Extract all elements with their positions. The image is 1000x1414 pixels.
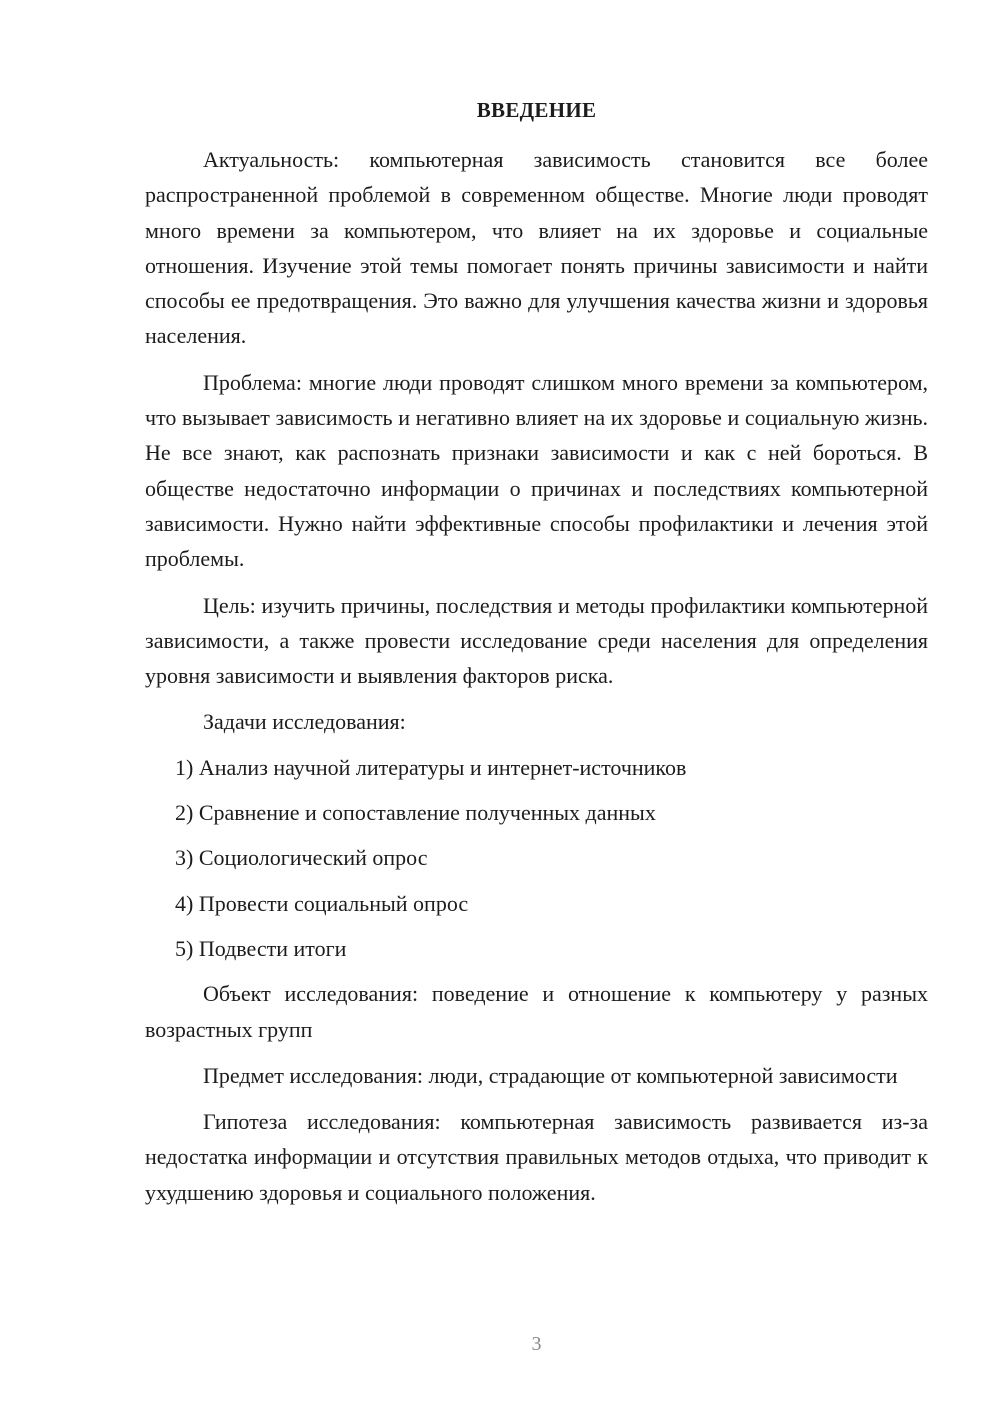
task-item: 1) Анализ научной литературы и интернет-источников xyxy=(175,754,687,780)
task-item: 2) Сравнение и сопоставление полученных данных xyxy=(175,800,656,826)
object-paragraph: Объект исследования: поведение и отношение к компьютеру у разных возрастных групп xyxy=(145,981,928,1042)
subject-paragraph: Предмет исследования: люди, страдающие от компьютерной зависимости xyxy=(203,1062,898,1088)
relevance-paragraph: Актуальность: компьютерная зависимость становится все более распространенной проблемой в современном обществе. Многие люди проводят много времени за компьютером, что влияет на их здоровье и социальные отношения. Изучение этой темы помогает понять причины зависимости и найти способы ее предотвращения. Это важно для улучшения качества жизни и здоровья населения. xyxy=(145,147,928,349)
document-body xyxy=(145,142,928,1221)
task-item: 3) Социологический опрос xyxy=(175,845,428,871)
tasks-heading: Задачи исследования: xyxy=(203,709,406,735)
document-page xyxy=(145,0,928,1414)
goal-paragraph: Цель: изучить причины, последствия и методы профилактики компьютерной зависимости, а также провести исследование среди населения для определения уровня зависимости и выявления факторов риска. xyxy=(145,592,928,689)
page-number: 3 xyxy=(531,1333,542,1355)
task-item: 4) Провести социальный опрос xyxy=(175,890,469,916)
page-title: ВВЕДЕНИЕ xyxy=(476,98,597,122)
problem-paragraph: Проблема: многие люди проводят слишком много времени за компьютером, что вызывает зависимость и негативно влияет на их здоровье и социальную жизнь. Не все знают, как распознать признаки зависимости и как с ней бороться. В обществе недостаточно информации о причинах и последствиях компьютерной зависимости. Нужно найти эффективные способы профилактики и лечения этой проблемы. xyxy=(145,369,928,572)
task-item: 5) Подвести итоги xyxy=(175,935,347,961)
tasks-list xyxy=(145,750,928,966)
hypothesis-paragraph: Гипотеза исследования: компьютерная зависимость развивается из-за недостатка информации и отсутствия правильных методов отдыха, что приводит к ухудшению здоровья и социального положения. xyxy=(145,1109,928,1205)
